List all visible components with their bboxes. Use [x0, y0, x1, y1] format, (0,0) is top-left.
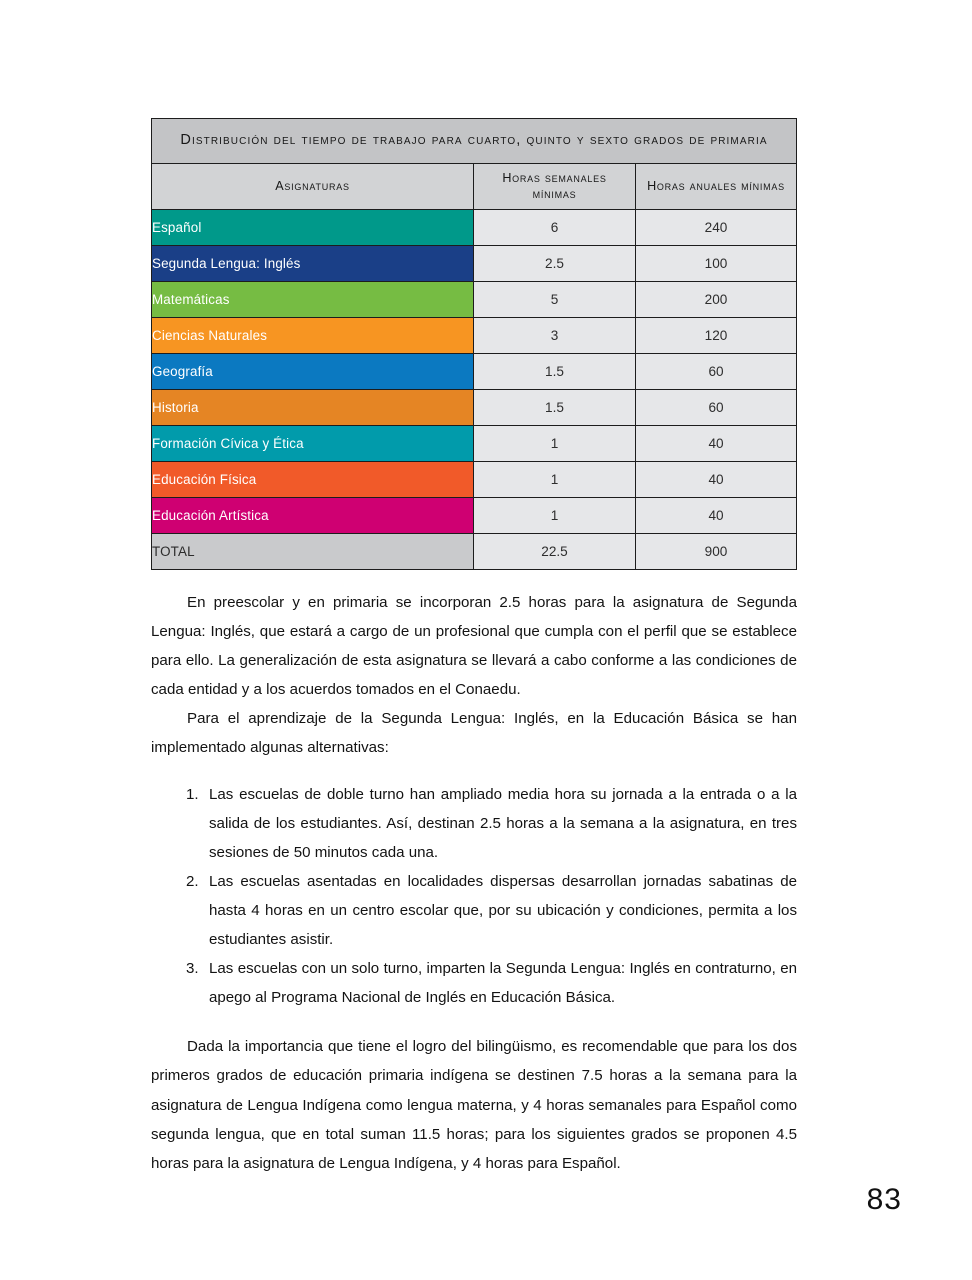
schedule-table: [151, 118, 797, 570]
subject-cell-educacion-fisica: [152, 462, 474, 498]
weekly-hours-value: 6: [550, 220, 559, 235]
weekly-hours-cell: [474, 498, 636, 534]
weekly-hours-cell: [474, 390, 636, 426]
header-cell-subject: [152, 164, 474, 210]
subject-label: Español: [152, 220, 202, 235]
weekly-hours-cell: [474, 246, 636, 282]
annual-hours-cell: [636, 462, 797, 498]
annual-hours-cell: [636, 210, 797, 246]
paragraph-preescolar-primaria: En preescolar y en primaria se incorporan 2.5 horas para la asignatura de Segunda Lengua: Inglés, que estará a cargo de un profesional que cumpla con el perfil que se establece para ello. La generalización de esta asignatura se llevará a cabo conforme a las condiciones de cada entidad y a los acuerdos tomados en el Conaedu.: [151, 594, 797, 699]
total-label: TOTAL: [152, 544, 195, 559]
subject-cell-segunda-lengua-ingles: [152, 246, 474, 282]
paragraph-bilinguismo: Dada la importancia que tiene el logro del bilingüismo, es recomendable que para los dos primeros grados de educación primaria indígena se destinen 7.5 horas a la semana para la asignatura de Lengua Indígena como lengua materna, y 4 horas semanales para Español como segunda lengua, que en total suman 11.5 horas; para los siguientes grados se proponen 4.5 horas para la asignatura de Lengua Indígena, y 4 horas para Español.: [151, 1038, 797, 1172]
weekly-hours-cell: [474, 282, 636, 318]
subject-label: Formación Cívica y Ética: [152, 436, 304, 451]
annual-hours-cell: [636, 354, 797, 390]
list-item: [151, 867, 797, 954]
list-item-text: Las escuelas con un solo turno, imparten la Segunda Lengua: Inglés en contraturno, en apego al Programa Nacional de Inglés en Educación Básica.: [209, 960, 797, 1007]
weekly-hours-value: 1.5: [545, 364, 564, 379]
weekly-hours-value: 5: [550, 292, 559, 307]
schedule-table-body: [152, 119, 797, 570]
table-row: [152, 246, 797, 282]
annual-hours-value: 40: [708, 508, 724, 523]
page-number: 83: [866, 1183, 902, 1216]
list-item: [151, 954, 797, 1012]
table-row: [152, 354, 797, 390]
header-label-weekly-line2: mínimas: [532, 186, 577, 201]
weekly-hours-cell: [474, 354, 636, 390]
header-cell-weekly-hours: [474, 164, 636, 210]
weekly-hours-cell: [474, 318, 636, 354]
weekly-hours-cell: [474, 462, 636, 498]
annual-hours-value: 40: [708, 472, 724, 487]
table-row: [152, 426, 797, 462]
subject-cell-historia: [152, 390, 474, 426]
subject-cell-geografia: [152, 354, 474, 390]
weekly-hours-value: 1.5: [545, 400, 564, 415]
subject-label: Educación Física: [152, 472, 257, 487]
subject-label: Matemáticas: [152, 292, 230, 307]
annual-hours-value: 60: [708, 364, 724, 379]
table-header-row: [152, 164, 797, 210]
total-weekly-hours-value: 22.5: [541, 544, 568, 559]
annual-hours-value: 200: [704, 292, 728, 307]
subject-cell-formacion-civica-y-etica: [152, 426, 474, 462]
paragraph-alternativas-intro: Para el aprendizaje de la Segunda Lengua: Inglés, en la Educación Básica se han implementado algunas alternativas:: [151, 710, 797, 757]
body-content: [151, 588, 797, 1178]
subject-cell-espanol: [152, 210, 474, 246]
header-label-annual: Horas anuales mínimas: [647, 178, 785, 193]
spacer: [151, 763, 797, 780]
subject-cell-educacion-artistica: [152, 498, 474, 534]
subject-cell-ciencias-naturales: [152, 318, 474, 354]
annual-hours-cell: [636, 282, 797, 318]
table-row: [152, 498, 797, 534]
subject-cell-matematicas: [152, 282, 474, 318]
weekly-hours-value: 1: [550, 508, 559, 523]
list-item-text: Las escuelas asentadas en localidades dispersas desarrollan jornadas sabatinas de hasta 4 horas en un centro escolar que, por su ubicación y condiciones, permita a los estudiantes asistir.: [209, 872, 797, 949]
weekly-hours-value: 3: [550, 328, 559, 343]
total-annual-hours-value: 900: [704, 544, 728, 559]
header-cell-annual-hours: [636, 164, 797, 210]
annual-hours-cell: [636, 426, 797, 462]
weekly-hours-value: 1: [550, 472, 559, 487]
weekly-hours-value: 2.5: [545, 256, 564, 271]
annual-hours-cell: [636, 318, 797, 354]
header-label-weekly-line1: Horas semanales: [502, 171, 607, 186]
weekly-hours-cell: [474, 426, 636, 462]
list-item: [151, 780, 797, 867]
weekly-hours-cell: [474, 210, 636, 246]
schedule-table-container: [151, 118, 796, 570]
total-annual-hours-cell: [636, 534, 797, 570]
annual-hours-value: 40: [708, 436, 724, 451]
annual-hours-value: 60: [708, 400, 724, 415]
spacer: [151, 1012, 797, 1032]
annual-hours-cell: [636, 498, 797, 534]
list-item-text: Las escuelas de doble turno han ampliado media hora su jornada a la entrada o a la salida de los estudiantes. Así, destinan 2.5 horas a la semana a la asignatura, en tres sesiones de 50 minutos cada una.: [209, 785, 797, 861]
annual-hours-cell: [636, 390, 797, 426]
subject-label: Segunda Lengua: Inglés: [152, 256, 301, 271]
subject-label: Historia: [152, 400, 199, 415]
subject-label: Geografía: [152, 364, 213, 379]
table-total-row: [152, 534, 797, 570]
table-row: [152, 282, 797, 318]
total-weekly-hours-cell: [474, 534, 636, 570]
table-row: [152, 390, 797, 426]
table-row: [152, 318, 797, 354]
annual-hours-value: 120: [704, 328, 728, 343]
subject-label: Ciencias Naturales: [152, 328, 268, 343]
header-label-subject: Asignaturas: [275, 178, 350, 193]
table-row: [152, 210, 797, 246]
annual-hours-value: 100: [704, 256, 728, 271]
table-title-cell: [152, 119, 797, 164]
table-row: [152, 462, 797, 498]
table-title: Distribución del tiempo de trabajo para cuarto, quinto y sexto grados de primaria: [180, 132, 768, 149]
total-label-cell: [152, 534, 474, 570]
subject-label: Educación Artística: [152, 508, 269, 523]
table-title-row: [152, 119, 797, 164]
annual-hours-cell: [636, 246, 797, 282]
annual-hours-value: 240: [704, 220, 728, 235]
alternatives-list: [151, 780, 797, 1013]
weekly-hours-value: 1: [550, 436, 559, 451]
